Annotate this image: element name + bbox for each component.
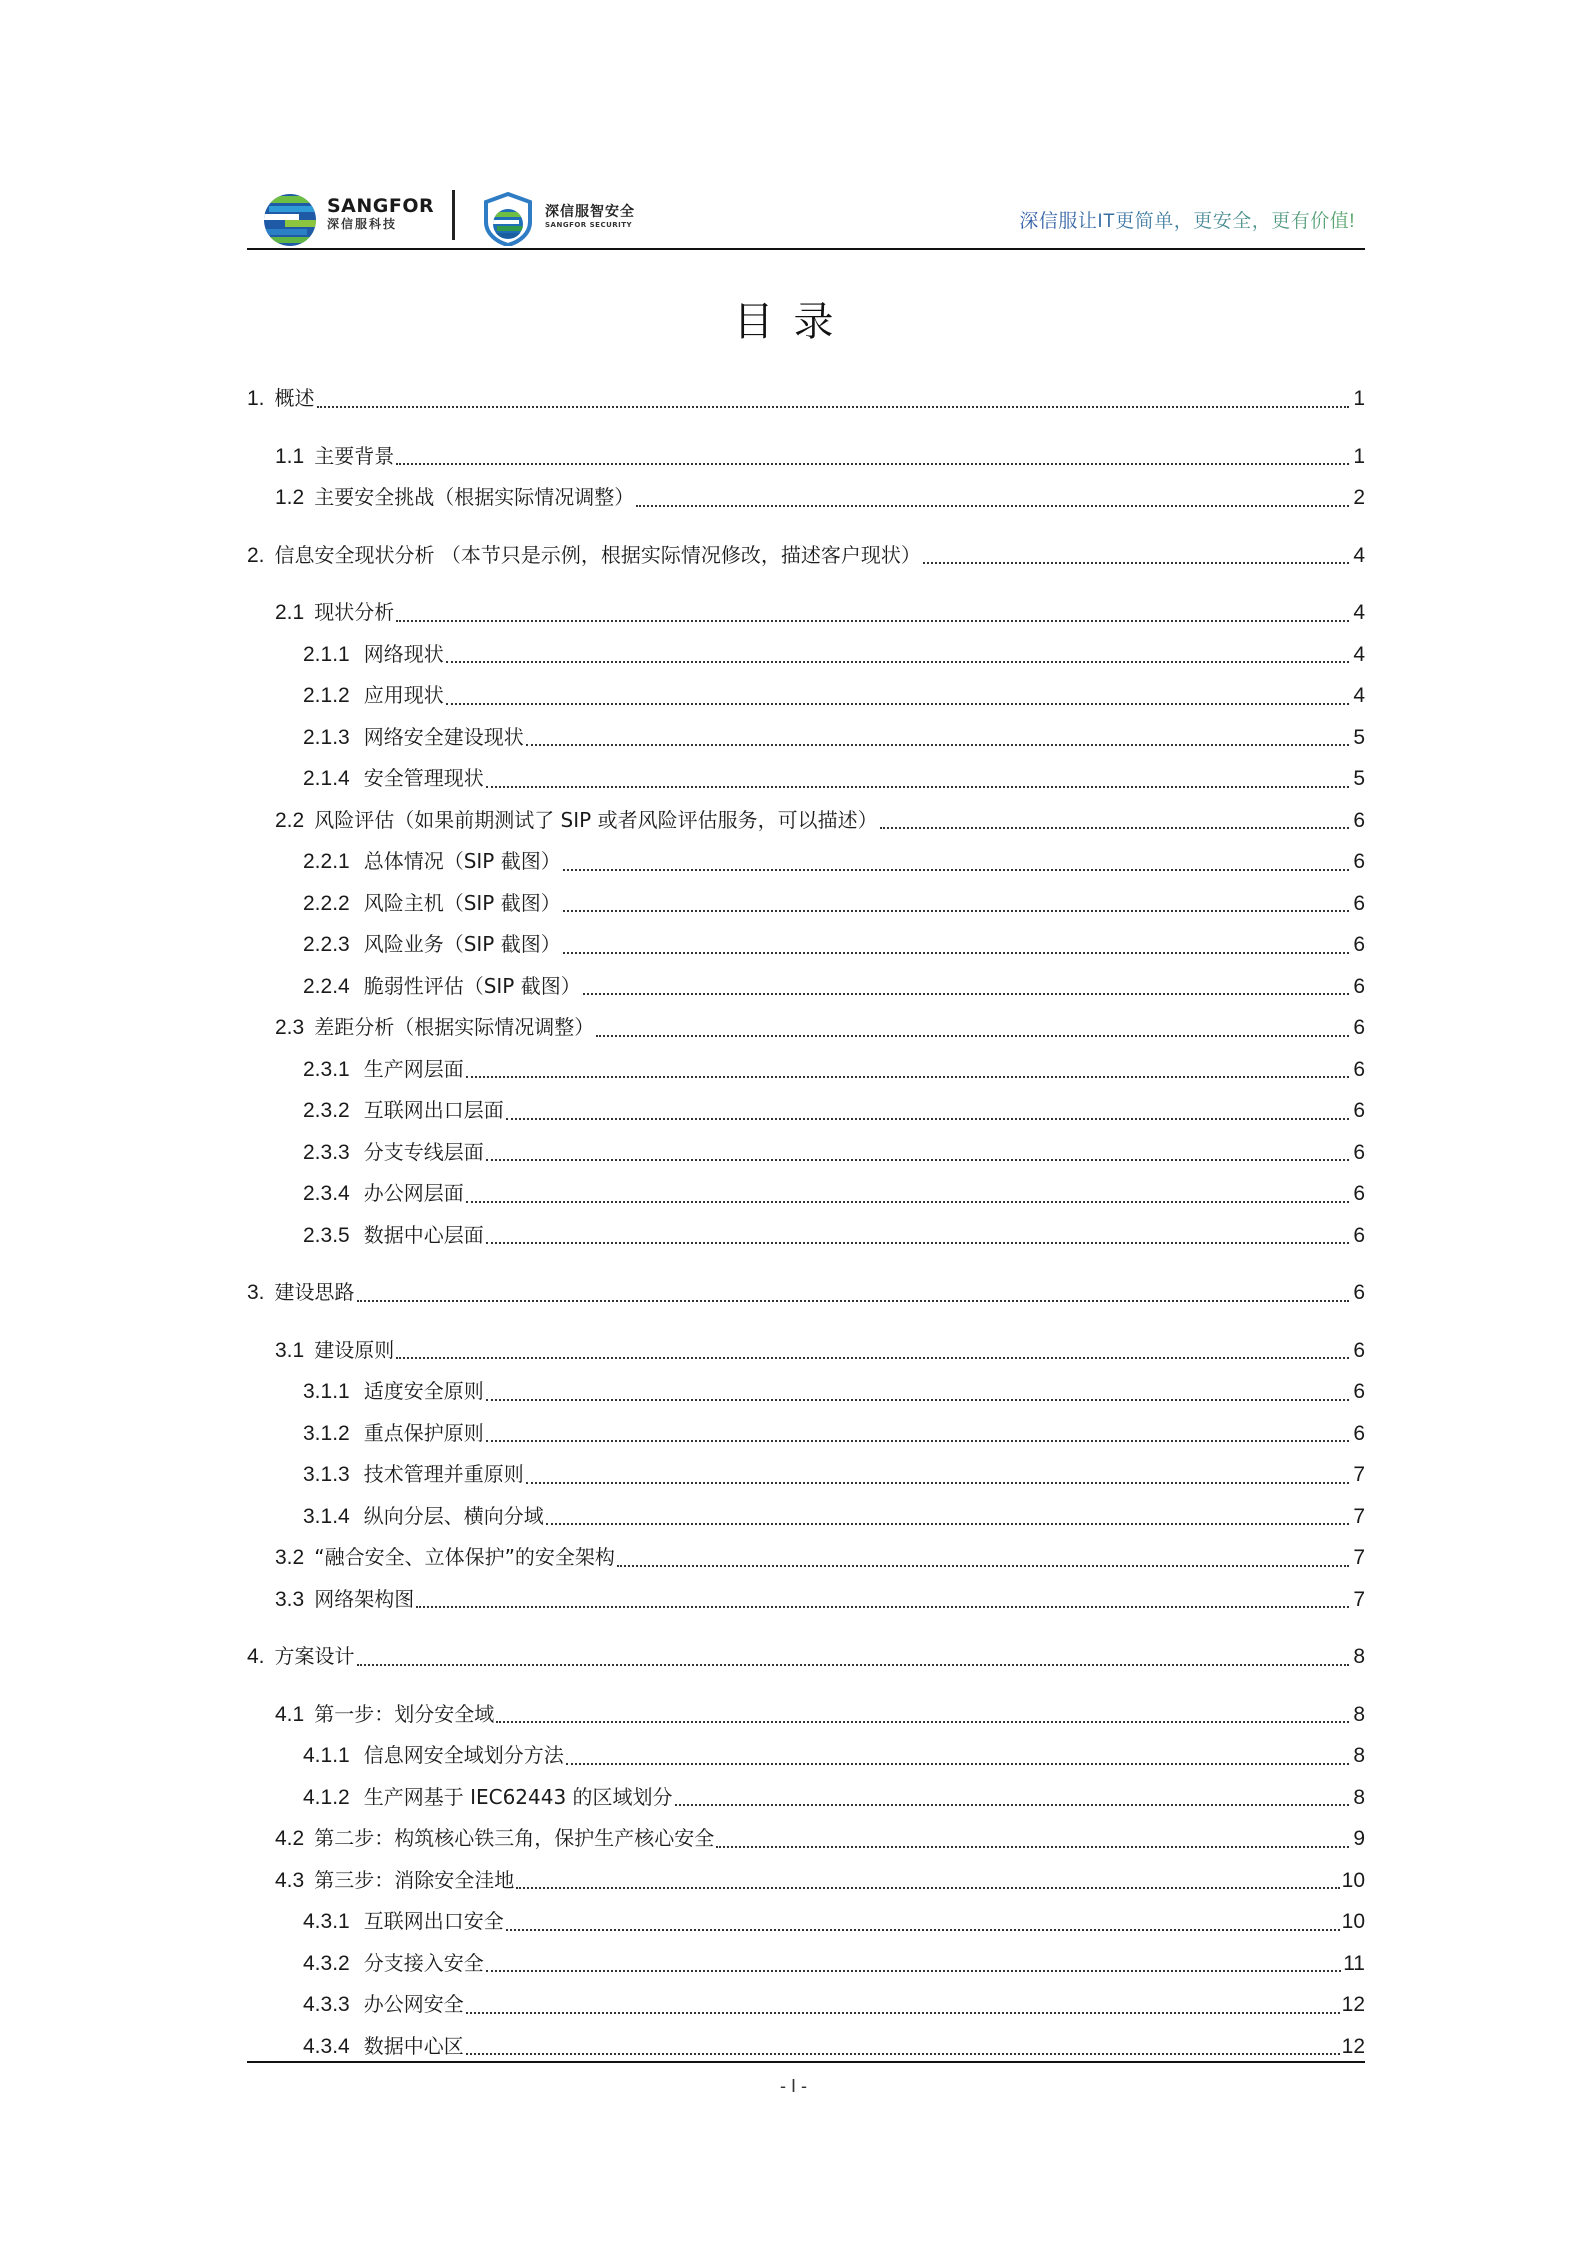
toc-entry-page: 12 xyxy=(1341,2034,1365,2058)
toc-entry-label: 办公网层面 xyxy=(363,1181,464,1205)
toc-entry-label: 信息安全现状分析 （本节只是示例，根据实际情况修改，描述客户现状） xyxy=(274,542,921,567)
toc-entry-label: 脆弱性评估（SIP 截图） xyxy=(363,973,581,998)
brand-sangfor-cn: 深信服科技 xyxy=(327,217,398,231)
toc-entry-page: 6 xyxy=(1353,1182,1365,1205)
toc-entry-page: 6 xyxy=(1353,1380,1365,1403)
toc-entry-page: 6 xyxy=(1353,891,1365,915)
toc-entry-page: 6 xyxy=(1353,1338,1365,1362)
toc-entry-page: 6 xyxy=(1353,1099,1365,1122)
brand-sangfor-en: SANGFOR xyxy=(327,195,435,217)
toc-entry[interactable] xyxy=(247,1371,1365,1413)
toc-entry[interactable] xyxy=(247,883,1365,925)
dot-leader xyxy=(516,1887,1339,1889)
dot-leader xyxy=(396,1357,1349,1359)
toc-entry-label: 重点保护原则 xyxy=(363,1420,484,1445)
header-rule xyxy=(247,248,1365,250)
dot-leader xyxy=(486,1440,1349,1442)
toc-entry-number: 3.1.1 xyxy=(303,1380,350,1403)
toc-entry-number: 3. xyxy=(247,1281,265,1304)
toc-entry[interactable] xyxy=(247,800,1365,842)
toc-entry-label: 生产网层面 xyxy=(363,1056,464,1081)
toc-entry-number: 2.1 xyxy=(275,601,305,624)
dot-leader xyxy=(496,1721,1349,1723)
toc-entry[interactable] xyxy=(247,535,1365,577)
dot-leader xyxy=(486,1399,1349,1401)
toc-entry-number: 2.3.5 xyxy=(303,1223,350,1247)
toc-entry[interactable] xyxy=(247,592,1365,634)
dot-leader xyxy=(506,1929,1340,1931)
toc-entry[interactable] xyxy=(247,477,1365,519)
dot-leader xyxy=(923,562,1349,564)
toc-entry-number: 3.1 xyxy=(275,1338,305,1362)
toc-entry-label: 适度安全原则 xyxy=(363,1379,484,1403)
toc-entry-number: 4.1 xyxy=(275,1702,305,1726)
toc-entry[interactable] xyxy=(247,758,1365,800)
toc-entry-number: 3.3 xyxy=(275,1587,305,1611)
toc-entry-label: 总体情况（SIP 截图） xyxy=(363,849,561,873)
toc-entry-number: 2.2.3 xyxy=(303,933,350,956)
dot-leader xyxy=(526,744,1349,746)
toc-entry-label: 方案设计 xyxy=(274,1644,355,1668)
toc-entry-page: 7 xyxy=(1353,1463,1365,1486)
dot-leader xyxy=(563,910,1349,912)
dot-leader xyxy=(466,2012,1340,2014)
toc-entry-number: 2.2 xyxy=(275,808,305,832)
footer-rule xyxy=(247,2061,1365,2063)
brand-security-cn: 深信服智安全 xyxy=(545,203,635,219)
toc-entry-page: 7 xyxy=(1353,1504,1365,1528)
toc-entry-label: 第三步：消除安全洼地 xyxy=(314,1867,515,1892)
toc-entry[interactable] xyxy=(247,1735,1365,1777)
dot-leader xyxy=(396,463,1349,465)
toc-entry-number: 3.1.3 xyxy=(303,1463,350,1486)
toc-entry-label: 主要背景 xyxy=(314,443,395,468)
toc-entry-label: 第一步：划分安全域 xyxy=(314,1701,495,1726)
dot-leader xyxy=(446,661,1349,663)
toc-entry-label: 数据中心层面 xyxy=(363,1222,484,1247)
toc-entry-page: 6 xyxy=(1353,1281,1365,1304)
toc-entry[interactable] xyxy=(247,717,1365,759)
toc-entry-number: 2.2.4 xyxy=(303,974,350,998)
toc-entry-number: 2.3.2 xyxy=(303,1099,350,1122)
toc-entry-label: 现状分析 xyxy=(314,600,395,624)
toc-entry-page: 8 xyxy=(1353,1785,1365,1809)
toc-entry-number: 2.2.1 xyxy=(303,850,350,873)
logo-divider xyxy=(452,190,455,240)
dot-leader xyxy=(486,1970,1341,1972)
dot-leader xyxy=(617,1565,1349,1567)
toc-entry-label: 建设原则 xyxy=(314,1337,395,1362)
toc-entry-number: 4.3.2 xyxy=(303,1951,350,1975)
toc-entry[interactable] xyxy=(247,436,1365,478)
toc-entry-label: 主要安全挑战（根据实际情况调整） xyxy=(314,485,635,509)
toc-entry-number: 2.1.3 xyxy=(303,725,350,749)
toc-entry[interactable] xyxy=(247,1413,1365,1455)
dot-leader xyxy=(317,406,1349,408)
toc-entry-number: 3.1.2 xyxy=(303,1421,350,1445)
dot-leader xyxy=(486,1159,1349,1161)
toc-entry-page: 12 xyxy=(1341,1993,1365,2016)
toc-entry[interactable] xyxy=(247,1496,1365,1538)
dot-leader xyxy=(880,827,1349,829)
dot-leader xyxy=(546,1523,1349,1525)
dot-leader xyxy=(596,1035,1349,1037)
toc-entry-number: 3.1.4 xyxy=(303,1504,350,1528)
toc-entry-label: 网络现状 xyxy=(363,641,444,666)
footer-page-number: - I - xyxy=(780,2076,807,2096)
toc-entry-label: 数据中心区 xyxy=(363,2033,464,2058)
toc-entry-number: 4.3.3 xyxy=(303,1993,350,2016)
dot-leader xyxy=(466,2053,1340,2055)
toc-entry-label: 生产网基于 IEC62443 的区域划分 xyxy=(363,1784,673,1809)
dot-leader xyxy=(357,1300,1349,1302)
toc-entry[interactable] xyxy=(247,1777,1365,1819)
toc-entry[interactable] xyxy=(247,378,1365,420)
header-slogan: 深信服让IT更简单，更安全，更有价值! xyxy=(1019,206,1355,233)
toc-entry-number: 2.3.4 xyxy=(303,1182,350,1205)
dot-leader xyxy=(563,869,1349,871)
toc-entry-number: 2.2.2 xyxy=(303,891,350,915)
toc-entry[interactable] xyxy=(247,1579,1365,1621)
dot-leader xyxy=(416,1606,1349,1608)
toc-entry-number: 4.1.1 xyxy=(303,1744,350,1767)
toc-entry-page: 4 xyxy=(1353,642,1365,666)
toc-entry-label: 应用现状 xyxy=(363,683,444,707)
toc-entry-number: 1.2 xyxy=(275,486,305,509)
toc-entry[interactable] xyxy=(247,924,1365,966)
toc-entry-label: 信息网安全域划分方法 xyxy=(363,1743,564,1767)
toc-entry-number: 2.3.1 xyxy=(303,1057,350,1081)
toc-entry-number: 3.2 xyxy=(275,1546,305,1569)
toc-entry-label: 网络安全建设现状 xyxy=(363,724,524,749)
toc-entry-number: 2.3.3 xyxy=(303,1140,350,1164)
dot-leader xyxy=(486,786,1349,788)
brand-sangfor xyxy=(327,196,434,232)
dot-leader xyxy=(563,952,1349,954)
toc-entry-page: 6 xyxy=(1353,1421,1365,1445)
dot-leader xyxy=(486,1242,1349,1244)
toc-entry[interactable] xyxy=(247,1636,1365,1678)
dot-leader xyxy=(716,1846,1349,1848)
toc-entry-label: 风险业务（SIP 截图） xyxy=(363,932,561,956)
toc-entry-number: 2.1.4 xyxy=(303,767,350,790)
toc-entry-page: 8 xyxy=(1353,1645,1365,1668)
sangfor-globe-logo-icon xyxy=(259,192,321,248)
toc-entry-number: 4.3 xyxy=(275,1868,305,1892)
table-of-contents xyxy=(247,378,1365,2067)
toc-entry-page: 7 xyxy=(1353,1587,1365,1611)
toc-entry[interactable] xyxy=(247,1818,1365,1860)
toc-entry-page: 5 xyxy=(1353,725,1365,749)
toc-entry[interactable] xyxy=(247,1537,1365,1579)
brand-sangfor-security xyxy=(545,202,635,230)
toc-entry-label: 技术管理并重原则 xyxy=(363,1462,524,1486)
toc-entry[interactable] xyxy=(247,966,1365,1008)
toc-entry-page: 8 xyxy=(1353,1702,1365,1726)
page-title: 目录 xyxy=(733,299,854,345)
toc-entry-page: 10 xyxy=(1341,1868,1365,1892)
toc-entry[interactable] xyxy=(247,1454,1365,1496)
toc-entry-label: “融合安全、立体保护”的安全架构 xyxy=(314,1545,615,1569)
toc-entry[interactable] xyxy=(247,1132,1365,1174)
toc-entry-label: 网络架构图 xyxy=(314,1586,415,1611)
toc-entry-label: 分支专线层面 xyxy=(363,1139,484,1164)
toc-entry-label: 概述 xyxy=(274,386,315,410)
toc-entry-page: 6 xyxy=(1353,933,1365,956)
dot-leader xyxy=(526,1482,1349,1484)
dot-leader xyxy=(357,1664,1349,1666)
dot-leader xyxy=(466,1201,1349,1203)
toc-entry-page: 8 xyxy=(1353,1744,1365,1767)
toc-entry-number: 2.3 xyxy=(275,1016,305,1039)
toc-entry[interactable] xyxy=(247,1215,1365,1257)
toc-entry-label: 建设思路 xyxy=(274,1280,355,1304)
toc-entry[interactable] xyxy=(247,1272,1365,1314)
toc-entry-page: 4 xyxy=(1353,601,1365,624)
toc-entry-page: 7 xyxy=(1353,1546,1365,1569)
toc-entry-number: 1. xyxy=(247,387,265,410)
toc-entry-number: 4.1.2 xyxy=(303,1785,350,1809)
toc-entry-number: 2. xyxy=(247,543,265,567)
dot-leader xyxy=(675,1804,1349,1806)
toc-entry-number: 4. xyxy=(247,1645,265,1668)
toc-entry-label: 风险评估（如果前期测试了 SIP 或者风险评估服务，可以描述） xyxy=(314,807,878,832)
page-header xyxy=(247,180,1365,248)
brand-security-en: SANGFOR SECURITY xyxy=(545,221,633,229)
toc-entry-page: 1 xyxy=(1353,444,1365,468)
toc-entry[interactable] xyxy=(247,1049,1365,1091)
dot-leader xyxy=(566,1763,1349,1765)
toc-entry[interactable] xyxy=(247,1090,1365,1132)
dot-leader xyxy=(466,1076,1349,1078)
toc-entry-page: 6 xyxy=(1353,808,1365,832)
toc-entry-number: 4.3.4 xyxy=(303,2034,350,2058)
toc-entry[interactable] xyxy=(247,1694,1365,1736)
toc-entry[interactable] xyxy=(247,1984,1365,2026)
toc-entry-page: 6 xyxy=(1353,974,1365,998)
dot-leader xyxy=(583,993,1349,995)
toc-entry-page: 2 xyxy=(1353,486,1365,509)
dot-leader xyxy=(396,620,1349,622)
toc-entry-label: 分支接入安全 xyxy=(363,1950,484,1975)
toc-entry-page: 6 xyxy=(1353,1140,1365,1164)
toc-entry[interactable] xyxy=(247,1173,1365,1215)
toc-entry[interactable] xyxy=(247,1860,1365,1902)
toc-entry-page: 6 xyxy=(1353,850,1365,873)
toc-entry-page: 10 xyxy=(1341,1910,1365,1933)
toc-entry-label: 差距分析（根据实际情况调整） xyxy=(314,1015,595,1039)
toc-entry[interactable] xyxy=(247,1330,1365,1372)
toc-entry-page: 11 xyxy=(1343,1951,1365,1975)
toc-entry[interactable] xyxy=(247,1901,1365,1943)
toc-entry-label: 办公网安全 xyxy=(363,1992,464,2016)
sangfor-security-shield-icon xyxy=(483,192,533,246)
toc-entry-label: 互联网出口层面 xyxy=(363,1098,504,1122)
dot-leader xyxy=(636,505,1349,507)
toc-entry-page: 4 xyxy=(1353,543,1365,567)
toc-entry-page: 5 xyxy=(1353,767,1365,790)
toc-entry[interactable] xyxy=(247,634,1365,676)
toc-entry-label: 互联网出口安全 xyxy=(363,1909,504,1933)
toc-entry-page: 6 xyxy=(1353,1057,1365,1081)
toc-entry-number: 4.3.1 xyxy=(303,1910,350,1933)
toc-entry-page: 9 xyxy=(1353,1827,1365,1850)
toc-entry-page: 1 xyxy=(1353,387,1365,410)
toc-entry-number: 1.1 xyxy=(275,444,305,468)
toc-entry-page: 6 xyxy=(1353,1016,1365,1039)
toc-entry-number: 2.1.1 xyxy=(303,642,350,666)
toc-entry-label: 纵向分层、横向分域 xyxy=(363,1503,544,1528)
toc-entry[interactable] xyxy=(247,1943,1365,1985)
toc-entry[interactable] xyxy=(247,1007,1365,1049)
dot-leader xyxy=(506,1118,1349,1120)
toc-entry-page: 6 xyxy=(1353,1223,1365,1247)
toc-entry[interactable] xyxy=(247,841,1365,883)
toc-entry-label: 第二步：构筑核心铁三角，保护生产核心安全 xyxy=(314,1826,715,1850)
toc-entry-label: 风险主机（SIP 截图） xyxy=(363,890,561,915)
toc-entry[interactable] xyxy=(247,675,1365,717)
toc-entry-number: 4.2 xyxy=(275,1827,305,1850)
toc-entry-page: 4 xyxy=(1353,684,1365,707)
toc-entry-label: 安全管理现状 xyxy=(363,766,484,790)
toc-entry-number: 2.1.2 xyxy=(303,684,350,707)
dot-leader xyxy=(446,703,1349,705)
